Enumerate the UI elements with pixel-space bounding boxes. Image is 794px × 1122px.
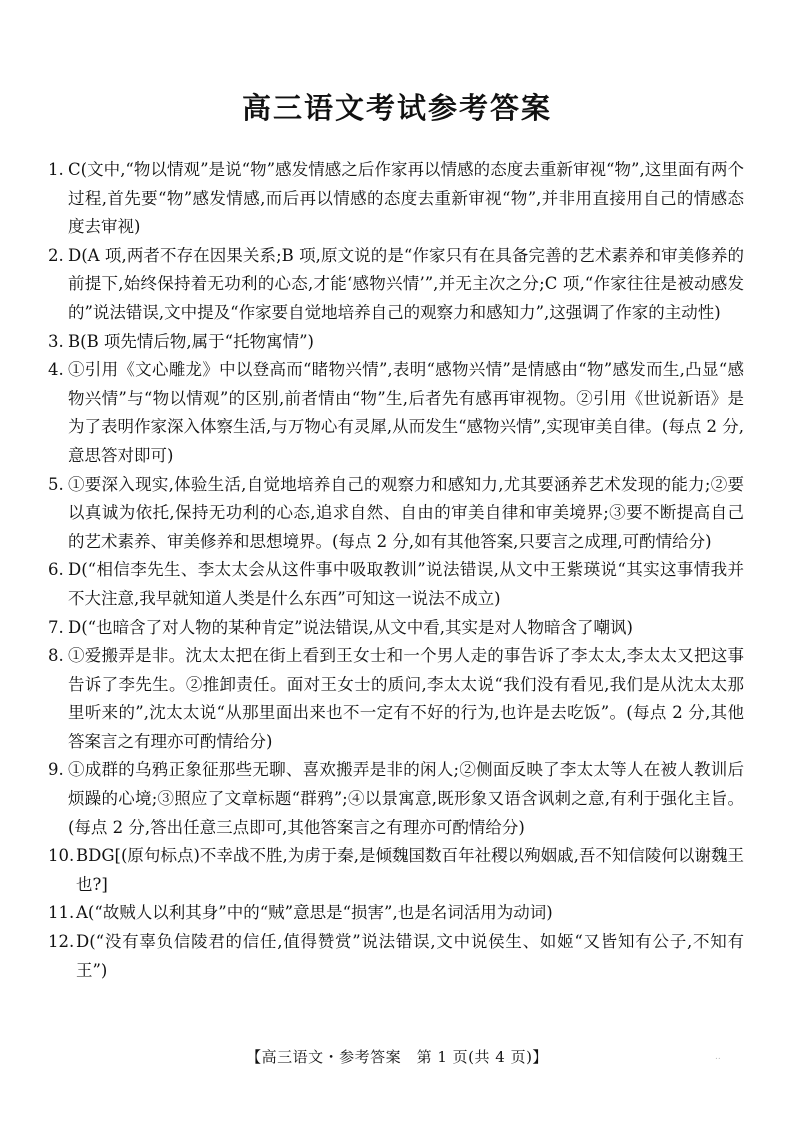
answer-item-11 <box>48 899 744 928</box>
answer-number: 1. <box>48 160 64 179</box>
answer-number: 3. <box>48 331 64 351</box>
answer-text: ①引用《文心雕龙》中以登高而“睹物兴情”,表明“感物兴情”是情感由“物”感发而生,凸显“感物兴情”与“物以情观”的区别,前者情由“物”生,后者先有感再审视物。②引用《世说新语》是为了表明作家深入体察生活,与万物心有灵犀,从而发生“感物兴情”,实现审美自律。(每点 2 分,意思答对即可) <box>68 360 744 465</box>
answer-item-7 <box>48 614 744 643</box>
answer-number: 9. <box>48 760 64 780</box>
answer-item-2 <box>48 242 744 328</box>
answer-text: D(A 项,两者不存在因果关系;B 项,原文说的是“作家只有在具备完善的艺术素养和审美修养的前提下,始终保持着无功利的心态,才能‘感物兴情’”,并无主次之分;C 项,“作家往往是被动感发的”说法错误,文中提及“作家要自觉地培养自己的观察力和感知力”,这强调了作家的主动性) <box>68 245 744 322</box>
answer-number: 11. <box>48 903 75 923</box>
answer-text: B(B 项先情后物,属于“托物寓情”) <box>68 331 314 351</box>
answer-item-1 <box>48 156 744 242</box>
corner-mark: .. <box>715 1052 721 1062</box>
answer-number: 4. <box>48 360 64 380</box>
answer-text: D(“没有辜负信陵君的信任,值得赞赏”说法错误,文中说侯生、如姬“又皆知有公子,不知有王”) <box>76 932 744 980</box>
answer-text: ①要深入现实,体验生活,自觉地培养自己的观察力和感知力,尤其要涵养艺术发现的能力;②要以真诚为依托,保持无功利的心态,追求自然、自由的审美自律和审美境界;③要不断提高自己的艺术素养、审美修养和思想境界。(每点 2 分,如有其他答案,只要言之成理,可酌情给分) <box>68 474 744 551</box>
page-title: 高三语文考试参考答案 <box>241 91 552 125</box>
answer-text: ①成群的乌鸦正象征那些无聊、喜欢搬弄是非的闲人;②侧面反映了李太太等人在被人教训后烦躁的心境;③照应了文章标题“群鸦”;④以景寓意,既形象又语含讽刺之意,有利于强化主旨。(每点 2 分,答出任意三点即可,其他答案言之有理亦可酌情给分) <box>68 760 744 837</box>
answer-item-3 <box>48 328 744 357</box>
answer-item-9 <box>48 756 744 842</box>
answer-number: 10. <box>48 846 75 866</box>
answer-number: 12. <box>48 932 75 952</box>
answer-item-4 <box>48 356 744 470</box>
answer-number: 8. <box>48 646 64 666</box>
answer-text: C(文中,“物以情观”是说“物”感发情感之后作家再以情感的态度去重新审视“物”,这里面有两个过程,首先要“物”感发情感,而后再以情感的态度去重新审视“物”,并非用直接用自己的情感态度去审视) <box>68 160 744 237</box>
answer-text: D(“也暗含了对人物的某种肯定”说法错误,从文中看,其实是对人物暗含了嘲讽) <box>68 617 633 637</box>
answer-item-10 <box>48 842 744 899</box>
answer-text: A(“故贼人以利其身”中的“贼”意思是“损害”,也是名词活用为动词) <box>76 903 553 923</box>
answer-item-12 <box>48 928 744 985</box>
answer-number: 7. <box>48 617 64 637</box>
answer-item-8 <box>48 642 744 756</box>
answer-number: 2. <box>48 245 64 265</box>
answer-text: BDG[(原句标点)不幸战不胜,为虏于秦,是倾魏国数百年社稷以殉姻戚,吾不知信陵何以谢魏王也?] <box>76 846 744 894</box>
answer-number: 5. <box>48 474 64 494</box>
answer-item-5 <box>48 471 744 557</box>
answer-list <box>48 156 744 985</box>
answer-text: D(“相信李先生、李太太会从这件事中吸取教训”说法错误,从文中王紫瑛说“其实这事情我并不大注意,我早就知道人类是什么东西”可知这一说法不成立) <box>68 560 744 608</box>
answer-item-6 <box>48 556 744 613</box>
page-footer: 【高三语文・参考答案 第 1 页(共 4 页)】 <box>246 1048 548 1066</box>
answer-text: ①爱搬弄是非。沈太太把在街上看到王女士和一个男人走的事告诉了李太太,李太太又把这事告诉了李先生。②推卸责任。面对王女士的质问,李太太说“我们没有看见,我们是从沈太太那里听来的”,沈太太说“从那里面出来也不一定有不好的行为,也许是去吃饭”。(每点 2 分,其他答案言之有理亦可酌情给分) <box>68 646 744 751</box>
answer-number: 6. <box>48 560 64 580</box>
